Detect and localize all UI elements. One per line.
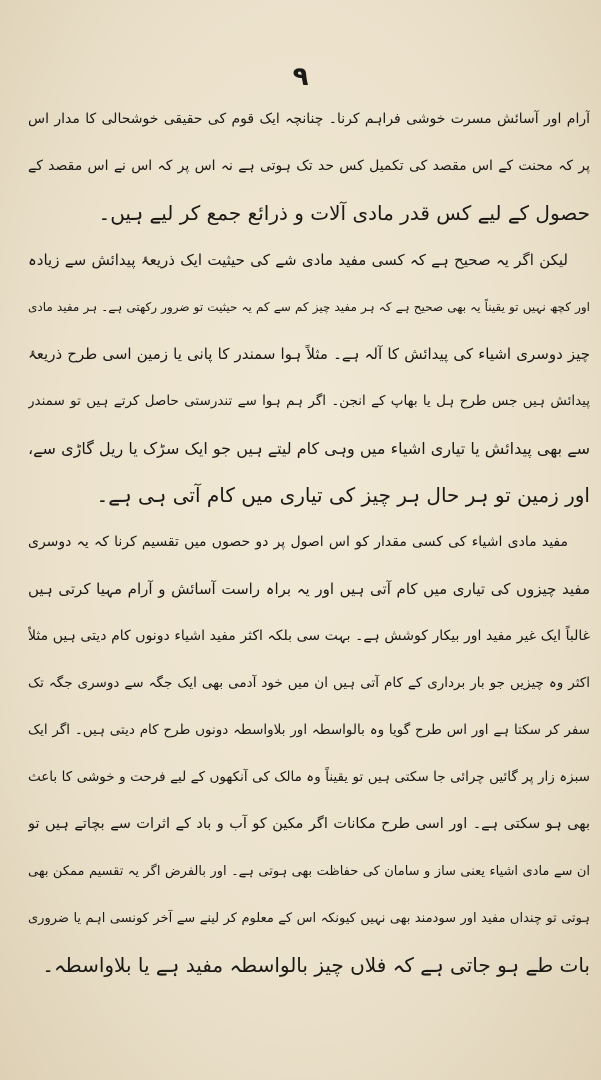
- text-line: لیکن اگر یہ صحیح ہے کہ کسی مفید مادی شے کی حیثیت ایک ذریعۂ پیدائش سے زیادہ: [28, 251, 568, 269]
- text-line: چیز دوسری اشیاء کی پیدائش کا آلہ ہے۔ مثلاً ہوا سمندر کا پانی یا زمین اسی طرح ذریعۂ: [28, 345, 590, 363]
- text-line: اور کچھ نہیں تو یقیناً یہ بھی صحیح ہے کہ ہر مفید چیز کم سے کم یہ حیثیت تو ضرور رکھتی ہے۔ ہر مفید مادی: [28, 300, 590, 314]
- text-line: سبزہ زار پر گائیں چرائی جا سکتی ہیں تو یقیناً وہ مالک کی آنکھوں کے لیے فرحت و خوشی کا باعث: [28, 769, 590, 785]
- text-line: بات طے ہو جاتی ہے کہ فلاں چیز بالواسطہ مفید ہے یا بلاواسطہ۔: [42, 953, 590, 977]
- text-line: پر کہ محنت کے اس مقصد کی تکمیل کس حد تک ہوتی ہے نہ اس پر کہ اس نے اس مقصد کے: [28, 158, 590, 174]
- text-line: ان سے مادی اشیاء یعنی ساز و سامان کی حفاظت بھی ہوتی ہے۔ اور بالفرض اگر یہ تقسیم ممکن بھی: [28, 864, 590, 879]
- text-line: مفید مادی اشیاء کی کسی مقدار کو اس اصول پر دو حصوں میں تقسیم کرنا کہ یہ دوسری: [28, 534, 568, 550]
- text-line: آرام اور آسائش مسرت خوشی فراہم کرنا۔ چنانچہ ایک قوم کی حقیقی خوشحالی کا مدار اس: [28, 111, 590, 127]
- text-line: اور زمین تو ہر حال ہر چیز کی تیاری میں کام آتی ہی ہے۔: [96, 483, 590, 507]
- text-line: مفید چیزوں کی تیاری میں کام آتی ہیں اور یہ براہ راست آسائش و آرام مہیا کرتی ہیں: [28, 580, 590, 598]
- text-line: ہوتی تو چنداں مفید اور سودمند بھی نہیں کیونکہ اس کے معلوم کر لینے سے آخر کونسی اہم یا ضروری: [28, 911, 590, 926]
- text-line: غالباً ایک غیر مفید اور بیکار کوشش ہے۔ بہت سی بلکہ اکثر مفید اشیاء دونوں کام دیتی ہیں مثلاً: [28, 628, 590, 644]
- text-line: پیدائش ہیں جس طرح ہل یا بھاپ کے انجن۔ اگر ہم ہوا سے تندرستی حاصل کرتے ہیں تو سمندر: [28, 393, 590, 409]
- text-line: اکثر وہ چیزیں جو بار برداری کے کام آتی ہیں ان میں خود آدمی بھی ایک جگہ سے دوسری جگہ تک: [28, 675, 590, 691]
- page-number: ۹: [292, 62, 309, 92]
- text-line: بھی ہو سکتی ہے۔ اور اسی طرح مکانات اگر مکین کو آب و باد کے اثرات سے بچاتے ہیں تو: [28, 816, 590, 832]
- text-line: حصول کے لیے کس قدر مادی آلات و ذرائع جمع کر لیے ہیں۔: [98, 201, 590, 225]
- text-line: سفر کر سکتا ہے اور اس طرح گویا وہ بالواسطہ اور بلاواسطہ دونوں طرح کام دیتی ہیں۔ اگر ایک: [28, 722, 590, 738]
- body-text: [28, 96, 590, 989]
- text-line: سے بھی پیدائش یا تیاری اشیاء میں وہی کام لیتے ہیں جو ایک سڑک یا ریل گاڑی سے،: [28, 439, 590, 458]
